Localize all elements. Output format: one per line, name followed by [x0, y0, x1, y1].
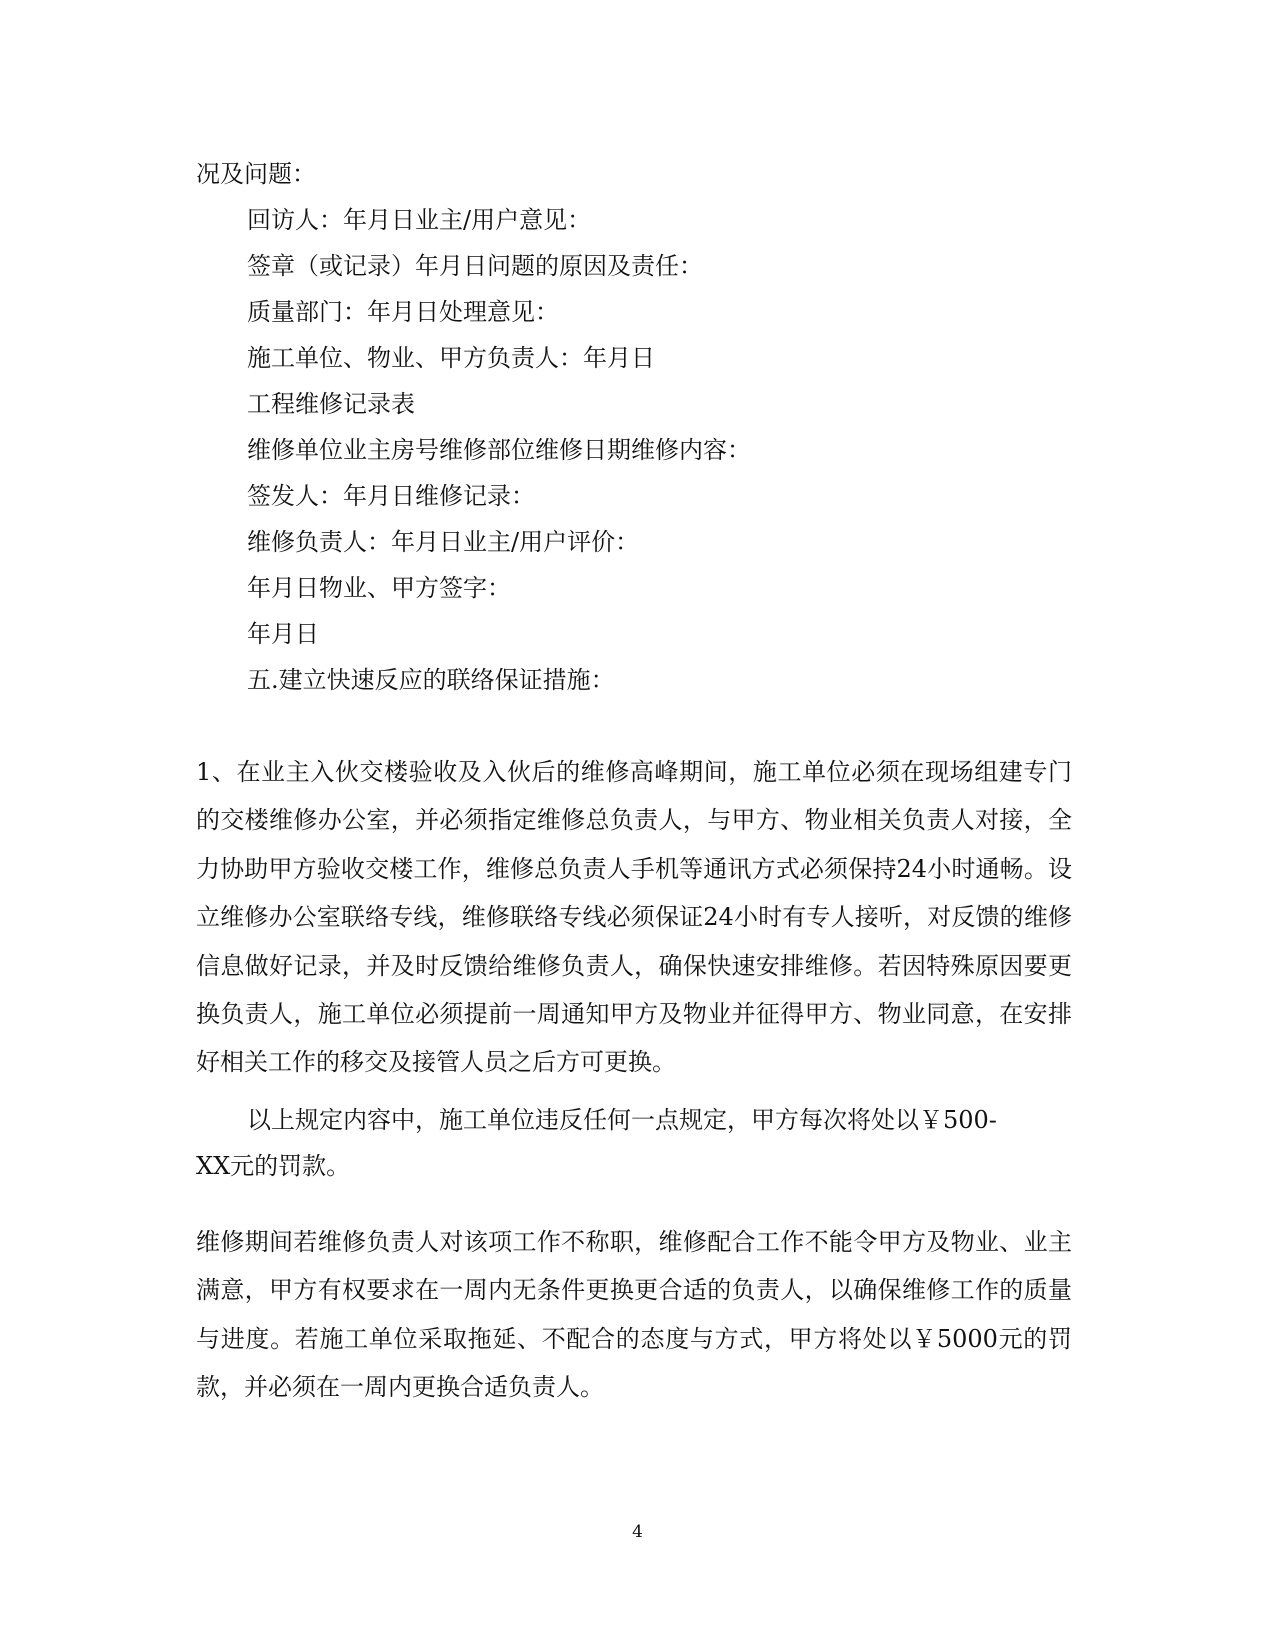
text-line-11: 年月日 [247, 620, 319, 648]
section-title-maintenance-record: 工程维修记录表 [247, 390, 415, 418]
text-line-8: 签发人：年月日维修记录： [247, 482, 535, 510]
text-line-4: 质量部门：年月日处理意见： [247, 298, 559, 326]
text-line-9: 维修负责人：年月日业主/用户评价： [247, 528, 640, 556]
penalty-line-2: XX元的罚款。 [196, 1152, 351, 1180]
text-line-10: 年月日物业、甲方签字： [247, 574, 511, 602]
text-line-7: 维修单位业主房号维修部位维修日期维修内容： [247, 436, 751, 464]
text-line-1: 况及问题： [196, 160, 316, 188]
paragraph-replace-manager: 维修期间若维修负责人对该项工作不称职，维修配合工作不能令甲方及物业、业主满意，甲方有权要求在一周内无条件更换更合适的负责人，以确保维修工作的质量与进度。若施工单位采取拖延、不配合的态度与方式，甲方将处以￥5000元的罚款，并必须在一周内更换合适负责人。 [196, 1228, 1072, 1402]
text-line-5: 施工单位、物业、甲方负责人：年月日 [247, 344, 655, 372]
section-heading-five: 五.建立快速反应的联络保证措施： [247, 666, 615, 694]
penalty-line-1: 以上规定内容中，施工单位违反任何一点规定，甲方每次将处以￥500- [247, 1106, 997, 1134]
paragraph-rapid-response: 1、在业主入伙交楼验收及入伙后的维修高峰期间，施工单位必须在现场组建专门的交楼维修办公室，并必须指定维修总负责人，与甲方、物业相关负责人对接，全力协助甲方验收交楼工作，维修总负责人手机等通讯方式必须保持24小时通畅。设立维修办公室联络专线，维修联络专线必须保证24小时有专人接听，对反馈的维修信息做好记录，并及时反馈给维修负责人，确保快速安排维修。若因特殊原因要更换负责人，施工单位必须提前一周通知甲方及物业并征得甲方、物业同意，在安排好相关工作的移交及接管人员之后方可更换。 [196, 758, 1072, 1077]
text-line-2: 回访人：年月日业主/用户意见： [247, 206, 592, 234]
page-number: 4 [632, 1522, 643, 1542]
text-line-3: 签章（或记录）年月日问题的原因及责任： [247, 252, 703, 280]
